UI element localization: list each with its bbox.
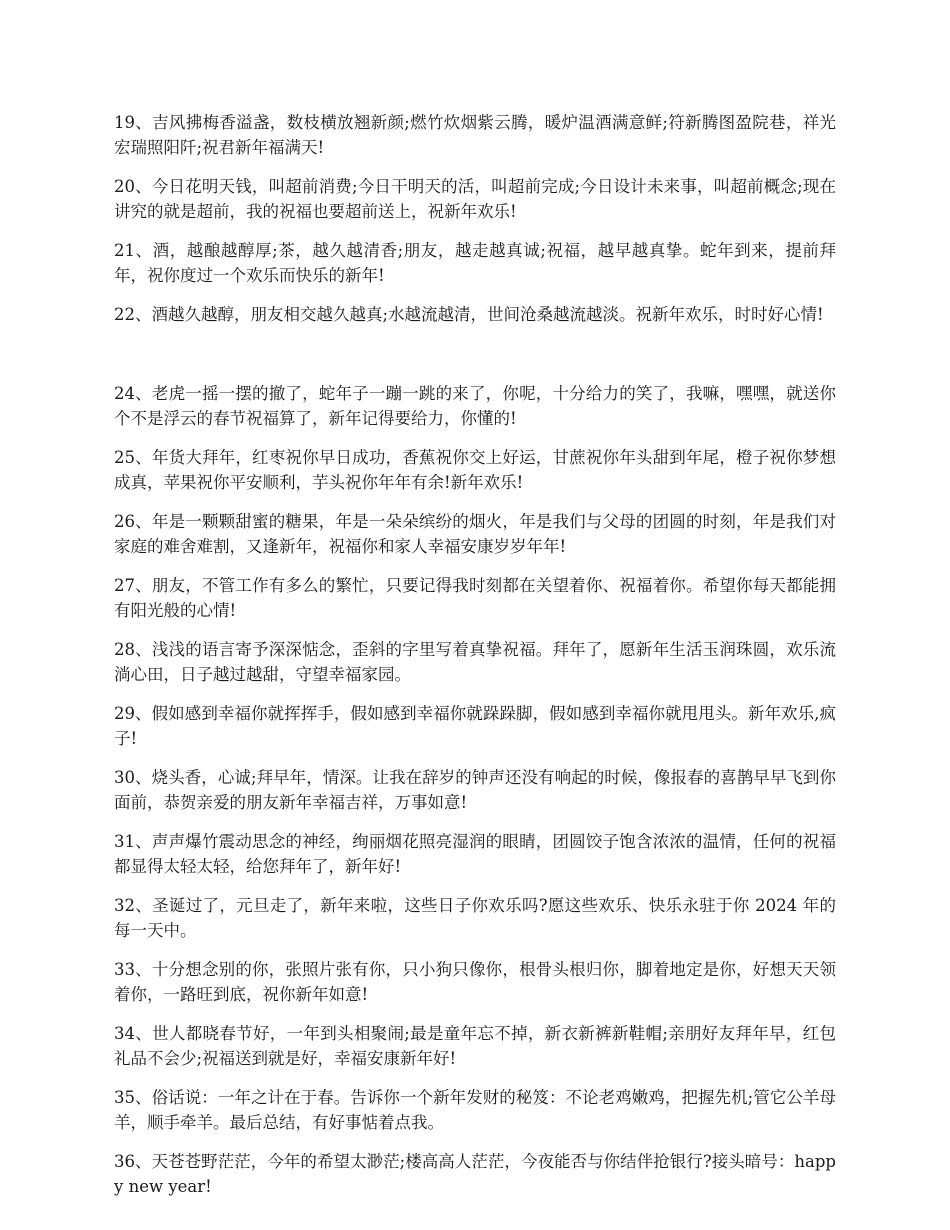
- paragraph-27: 27、朋友，不管工作有多么的繁忙，只要记得我时刻都在关望着你、祝福着你。希望你每天都能拥有阳光般的心情!: [114, 576, 836, 620]
- paragraph-34: 34、世人都晓春节好，一年到头相聚闹;最是童年忘不掉，新衣新裤新鞋帽;亲朋好友拜年早，红包礼品不会少;祝福送到就是好，幸福安康新年好!: [114, 1024, 836, 1068]
- paragraph-29: 29、假如感到幸福你就挥挥手，假如感到幸福你就跺跺脚，假如感到幸福你就甩甩头。新年欢乐,疯子!: [114, 704, 836, 748]
- paragraph-25: 25、年货大拜年，红枣祝你早日成功，香蕉祝你交上好运，甘蔗祝你年头甜到年尾，橙子祝你梦想成真，苹果祝你平安顺利，芋头祝你年年有余!新年欢乐!: [114, 448, 836, 492]
- paragraph-19: 19、吉风拂梅香溢盏，数枝横放翘新颜;燃竹炊烟紫云腾，暖炉温酒满意鲜;符新腾图盈院巷，祥光宏瑞照阳阡;祝君新年福满天!: [114, 113, 836, 157]
- paragraph-32: 32、圣诞过了，元旦走了，新年来啦，这些日子你欢乐吗?愿这些欢乐、快乐永驻于你 2024 年的每一天中。: [114, 896, 836, 940]
- paragraph-30: 30、烧头香，心诚;拜早年，情深。让我在辞岁的钟声还没有响起的时候，像报春的喜鹊早早飞到你面前，恭贺亲爱的朋友新年幸福吉祥，万事如意!: [114, 768, 836, 812]
- blank-gap: [114, 341, 836, 381]
- paragraph-33: 33、十分想念别的你，张照片张有你，只小狗只像你，根骨头根归你，脚着地定是你，好想天天领着你，一路旺到底，祝你新年如意!: [114, 960, 836, 1004]
- paragraph-35: 35、俗话说：一年之计在于春。告诉你一个新年发财的秘笈：不论老鸡嫩鸡，把握先机;管它公羊母羊，顺手牵羊。最后总结，有好事惦着点我。: [114, 1088, 836, 1132]
- paragraph-36: 36、天苍苍野茫茫，今年的希望太渺茫;楼高高人茫茫，今夜能否与你结伴抢银行?接头暗号：happy new year!: [114, 1152, 836, 1196]
- paragraph-26: 26、年是一颗颗甜蜜的糖果，年是一朵朵缤纷的烟火，年是我们与父母的团圆的时刻，年是我们对家庭的难舍难割，又逢新年，祝福你和家人幸福安康岁岁年年!: [114, 512, 836, 556]
- document-body: [114, 110, 836, 1213]
- paragraph-31: 31、声声爆竹震动思念的神经，绚丽烟花照亮湿润的眼睛，团圆饺子饱含浓浓的温情，任何的祝福都显得太轻太轻，给您拜年了，新年好!: [114, 832, 836, 876]
- paragraph-28: 28、浅浅的语言寄予深深惦念，歪斜的字里写着真挚祝福。拜年了，愿新年生活玉润珠圆，欢乐流淌心田，日子越过越甜，守望幸福家园。: [114, 640, 836, 684]
- paragraph-22: 22、酒越久越醇，朋友相交越久越真;水越流越清，世间沧桑越流越淡。祝新年欢乐，时时好心情!: [114, 305, 824, 324]
- paragraph-20: 20、今日花明天钱，叫超前消费;今日干明天的活，叫超前完成;今日设计未来事，叫超前概念;现在讲究的就是超前，我的祝福也要超前送上，祝新年欢乐!: [114, 177, 836, 221]
- paragraph-21: 21、酒，越酿越醇厚;茶，越久越清香;朋友，越走越真诚;祝福，越早越真挚。蛇年到来，提前拜年，祝你度过一个欢乐而快乐的新年!: [114, 241, 836, 285]
- paragraph-24: 24、老虎一摇一摆的撤了，蛇年子一蹦一跳的来了，你呢，十分给力的笑了，我嘛，嘿嘿，就送你个不是浮云的春节祝福算了，新年记得要给力，你懂的!: [114, 384, 836, 428]
